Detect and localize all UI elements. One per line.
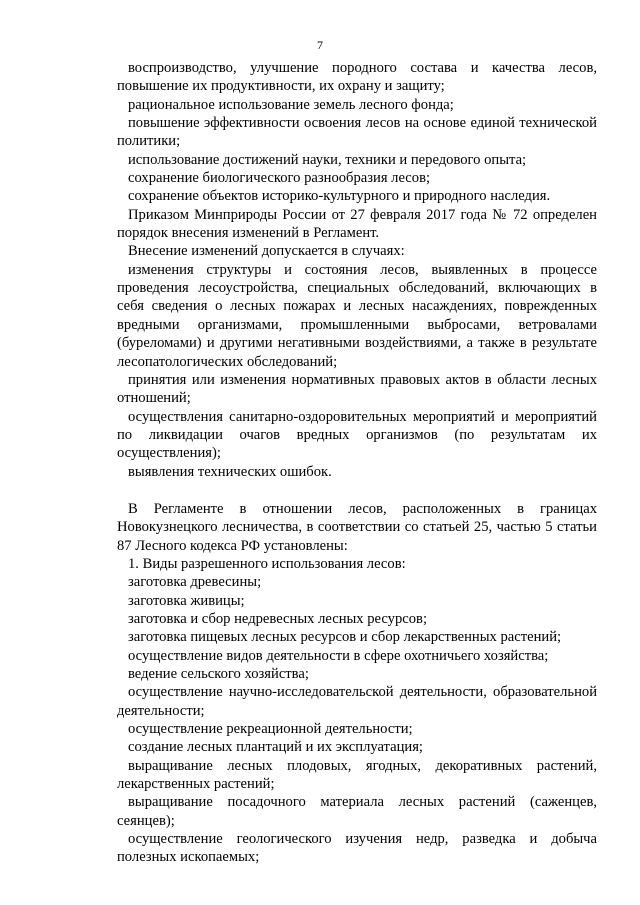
paragraph: выявления технических ошибок.	[128, 463, 332, 480]
paragraph: сохранение объектов историко-культурного и природного наследия.	[128, 188, 551, 205]
list-item: выращивание посадочного материала лесных растений (саженцев, сеянцев);	[117, 794, 597, 829]
intro-paragraph: В Регламенте в отношении лесов, расположенных в границах Новокузнецкого лесничества, в соответствии со статьей 25, частью 5 статьи 87 Лесного кодекса РФ установлены:	[117, 500, 597, 554]
page-number: 7	[317, 38, 323, 52]
paragraph: Внесение изменений допускается в случаях:	[128, 243, 405, 260]
list-item: осуществление геологического изучения недр, разведка и добыча полезных ископаемых;	[117, 831, 597, 866]
paragraph: использование достижений науки, техники и передового опыта;	[128, 151, 527, 168]
list-item: выращивание лесных плодовых, ягодных, декоративных растений, лекарственных растений;	[117, 757, 597, 793]
paragraph: принятия или изменения нормативных правовых актов в области лесных отношений;	[117, 371, 597, 407]
paragraph: повышение эффективности освоения лесов на основе единой технической политики;	[117, 115, 597, 150]
list-item: ведение сельского хозяйства;	[128, 666, 309, 682]
list-item: осуществление видов деятельности в сфере охотничьего хозяйства;	[128, 647, 549, 664]
list-item: заготовка и сбор недревесных лесных ресурсов;	[128, 610, 427, 627]
paragraph: воспроизводство, улучшение породного состава и качества лесов, повышение их продуктивности, их охрану и защиту;	[117, 60, 597, 95]
list-item: осуществление рекреационной деятельности;	[128, 721, 413, 738]
document-body	[117, 59, 597, 867]
paragraph: осуществления санитарно-оздоровительных мероприятий и мероприятий по ликвидации очагов вредных организмов (по результатам их осуществления);	[117, 408, 597, 462]
list-item: заготовка пищевых лесных ресурсов и сбор лекарственных растений;	[128, 629, 562, 646]
paragraph: Приказом Минприроды России от 27 февраля 2017 года № 72 определен порядок внесения изменений в Регламент.	[117, 206, 597, 242]
paragraph: изменения структуры и состояния лесов, выявленных в процессе проведения лесоустройства, специальных обследований, включающих в себя сведения о лесных пожарах и лесных насаждениях, поврежденных вредными организмами, промышленными выбросами, ветровалами (буреломами) и другими негативными воздействиями, а также в результате лесопатологических обследований;	[117, 261, 597, 370]
list-item: осуществление научно-исследовательской деятельности, образовательной деятельности;	[117, 684, 597, 719]
paragraph: рациональное использование земель лесного фонда;	[128, 96, 454, 113]
list-item: заготовка древесины;	[128, 574, 262, 591]
list-item: заготовка живицы;	[128, 592, 245, 609]
paragraph: сохранение биологического разнообразия лесов;	[128, 170, 431, 187]
list-item: создание лесных плантаций и их эксплуатация;	[128, 739, 423, 756]
list-heading: 1. Виды разрешенного использования лесов:	[128, 555, 406, 572]
